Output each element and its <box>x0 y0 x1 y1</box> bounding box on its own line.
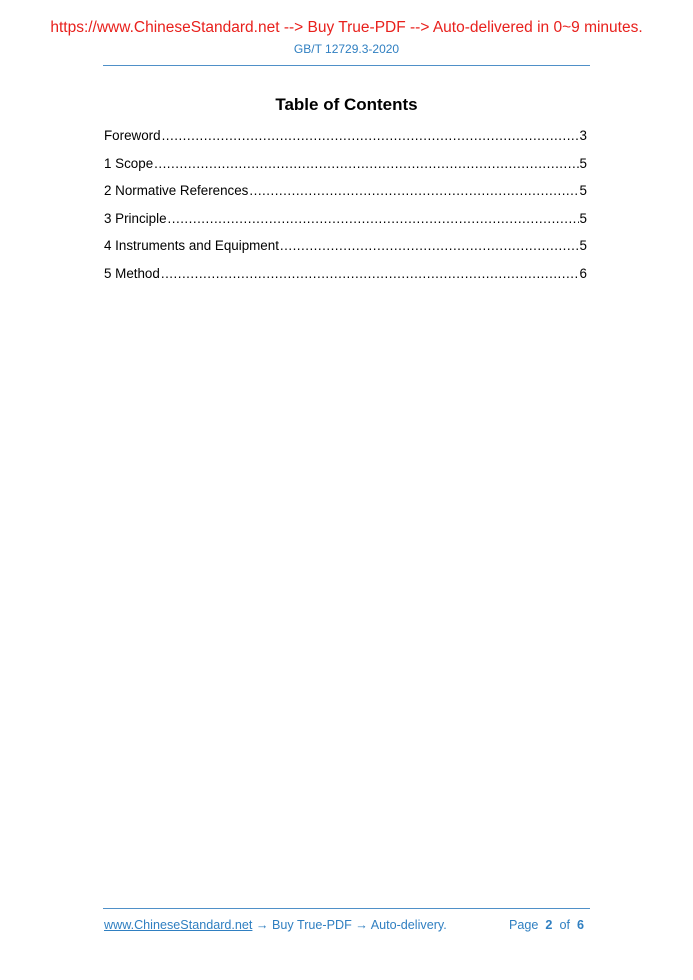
toc-entry-scope[interactable] <box>104 156 587 184</box>
dot-leader <box>280 238 579 253</box>
standard-code: GB/T 12729.3-2020 <box>293 42 400 56</box>
dot-leader <box>162 128 579 143</box>
toc-entry-label: 1 Scope <box>104 155 154 171</box>
current-page-number: 2 <box>545 918 553 932</box>
toc-entry-page: 5 <box>579 238 587 253</box>
dot-leader <box>154 156 578 171</box>
toc-entry-principle[interactable] <box>104 211 587 239</box>
toc-entry-label: 3 Principle <box>104 210 167 226</box>
toc-title: Table of Contents <box>275 95 418 114</box>
footer-divider <box>103 908 590 909</box>
toc-entry-foreword[interactable] <box>104 128 587 156</box>
footer-promo-text: → Buy True-PDF → Auto-delivery. <box>252 918 447 932</box>
header-divider <box>103 65 590 66</box>
promo-banner[interactable]: https://www.ChineseStandard.net --> Buy True-PDF --> Auto-delivered in 0~9 minutes. <box>50 19 643 36</box>
toc-entry-label: 4 Instruments and Equipment <box>104 238 279 253</box>
toc-entry-page: 6 <box>579 265 587 281</box>
of-word: of <box>559 918 570 932</box>
toc-entry-label: 2 Normative References <box>104 183 249 198</box>
toc-entry-normative-references[interactable] <box>104 183 587 211</box>
table-of-contents <box>104 128 587 293</box>
toc-entry-page: 3 <box>579 128 587 143</box>
page-indicator <box>509 918 584 932</box>
page-word: Page <box>509 918 539 932</box>
toc-entry-instruments-and-equipment[interactable] <box>104 238 587 266</box>
toc-entry-page: 5 <box>579 183 587 198</box>
toc-entry-page: 5 <box>579 210 587 226</box>
toc-entry-method[interactable] <box>104 266 587 294</box>
footer-promo <box>104 918 447 932</box>
dot-leader <box>161 266 579 281</box>
total-page-count: 6 <box>576 918 584 932</box>
toc-entry-label: 5 Method <box>104 265 160 281</box>
toc-entry-page: 5 <box>579 155 587 171</box>
dot-leader <box>168 211 579 226</box>
footer-site-link[interactable]: www.ChineseStandard.net <box>104 918 253 932</box>
toc-entry-label: Foreword <box>104 128 161 143</box>
dot-leader <box>249 183 578 198</box>
